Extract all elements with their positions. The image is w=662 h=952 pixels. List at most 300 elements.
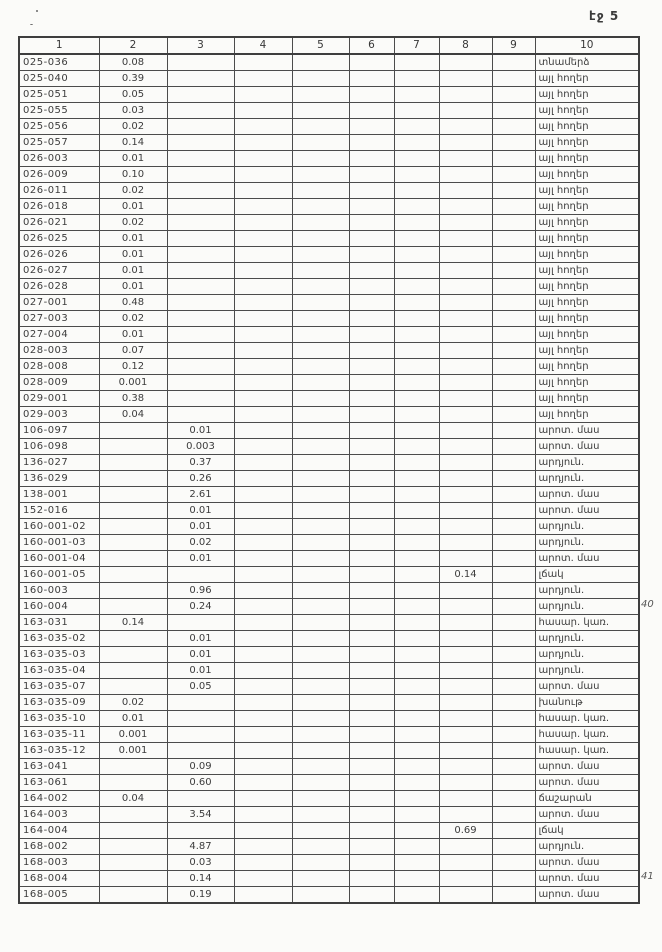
area-value-cell bbox=[349, 87, 394, 103]
area-value-cell bbox=[234, 311, 292, 327]
area-value-cell bbox=[492, 535, 535, 551]
parcel-code-cell: 163-035-02 bbox=[19, 631, 99, 647]
column-header: 10 bbox=[535, 37, 639, 54]
area-value-cell bbox=[167, 135, 234, 151]
area-value-cell: 0.01 bbox=[99, 279, 167, 295]
area-value-cell bbox=[492, 231, 535, 247]
area-value-cell bbox=[349, 503, 394, 519]
area-value-cell bbox=[167, 407, 234, 423]
land-category-cell: խանութ bbox=[535, 695, 639, 711]
area-value-cell bbox=[292, 439, 349, 455]
area-value-cell bbox=[349, 535, 394, 551]
area-value-cell bbox=[349, 151, 394, 167]
land-category-cell: այլ հողեր bbox=[535, 215, 639, 231]
parcel-code-cell: 026-027 bbox=[19, 263, 99, 279]
area-value-cell bbox=[439, 727, 492, 743]
area-value-cell bbox=[349, 631, 394, 647]
area-value-cell bbox=[234, 599, 292, 615]
parcel-code-cell: 164-004 bbox=[19, 823, 99, 839]
table-row bbox=[19, 503, 639, 519]
area-value-cell bbox=[234, 551, 292, 567]
area-value-cell bbox=[292, 503, 349, 519]
parcel-code-cell: 026-009 bbox=[19, 167, 99, 183]
area-value-cell bbox=[394, 583, 439, 599]
area-value-cell bbox=[349, 471, 394, 487]
area-value-cell bbox=[99, 887, 167, 904]
area-value-cell: 0.19 bbox=[167, 887, 234, 904]
land-category-cell: այլ հողեր bbox=[535, 311, 639, 327]
parcel-code-cell: 026-025 bbox=[19, 231, 99, 247]
parcel-code-cell: 160-004 bbox=[19, 599, 99, 615]
area-value-cell bbox=[439, 583, 492, 599]
area-value-cell bbox=[292, 135, 349, 151]
area-value-cell bbox=[292, 551, 349, 567]
column-header: 8 bbox=[439, 37, 492, 54]
area-value-cell bbox=[439, 743, 492, 759]
area-value-cell bbox=[349, 615, 394, 631]
land-category-cell: այլ հողեր bbox=[535, 183, 639, 199]
area-value-cell bbox=[292, 679, 349, 695]
area-value-cell bbox=[439, 695, 492, 711]
area-value-cell bbox=[394, 359, 439, 375]
area-value-cell bbox=[99, 823, 167, 839]
area-value-cell bbox=[292, 647, 349, 663]
area-value-cell bbox=[167, 247, 234, 263]
area-value-cell bbox=[349, 663, 394, 679]
area-value-cell bbox=[292, 167, 349, 183]
area-value-cell bbox=[99, 583, 167, 599]
area-value-cell: 0.02 bbox=[167, 535, 234, 551]
area-value-cell bbox=[394, 775, 439, 791]
area-value-cell bbox=[492, 487, 535, 503]
area-value-cell bbox=[439, 471, 492, 487]
area-value-cell bbox=[492, 103, 535, 119]
area-value-cell bbox=[439, 151, 492, 167]
area-value-cell bbox=[492, 583, 535, 599]
area-value-cell bbox=[394, 183, 439, 199]
area-value-cell bbox=[99, 663, 167, 679]
parcel-code-cell: 025-056 bbox=[19, 119, 99, 135]
area-value-cell bbox=[439, 295, 492, 311]
table-row bbox=[19, 871, 639, 887]
area-value-cell bbox=[99, 439, 167, 455]
area-value-cell bbox=[439, 647, 492, 663]
area-value-cell bbox=[492, 631, 535, 647]
parcel-code-cell: 028-008 bbox=[19, 359, 99, 375]
parcel-code-cell: 025-040 bbox=[19, 71, 99, 87]
area-value-cell bbox=[292, 471, 349, 487]
area-value-cell: 0.01 bbox=[167, 631, 234, 647]
area-value-cell bbox=[292, 599, 349, 615]
area-value-cell bbox=[292, 119, 349, 135]
area-value-cell bbox=[492, 743, 535, 759]
area-value-cell bbox=[439, 871, 492, 887]
parcel-code-cell: 106-097 bbox=[19, 423, 99, 439]
table-row bbox=[19, 103, 639, 119]
area-value-cell bbox=[292, 455, 349, 471]
area-value-cell bbox=[439, 519, 492, 535]
area-value-cell bbox=[492, 471, 535, 487]
area-value-cell bbox=[394, 679, 439, 695]
area-value-cell: 0.39 bbox=[99, 71, 167, 87]
area-value-cell: 3.54 bbox=[167, 807, 234, 823]
area-value-cell bbox=[99, 871, 167, 887]
area-value-cell bbox=[167, 727, 234, 743]
area-value-cell bbox=[234, 71, 292, 87]
area-value-cell: 0.001 bbox=[99, 727, 167, 743]
parcel-code-cell: 152-016 bbox=[19, 503, 99, 519]
table-row bbox=[19, 663, 639, 679]
area-value-cell bbox=[349, 887, 394, 904]
parcel-code-cell: 025-057 bbox=[19, 135, 99, 151]
area-value-cell bbox=[234, 167, 292, 183]
area-value-cell bbox=[99, 759, 167, 775]
area-value-cell: 0.01 bbox=[167, 663, 234, 679]
area-value-cell bbox=[349, 135, 394, 151]
area-value-cell bbox=[349, 71, 394, 87]
table-row bbox=[19, 551, 639, 567]
area-value-cell bbox=[167, 567, 234, 583]
area-value-cell bbox=[234, 871, 292, 887]
parcel-code-cell: 163-035-10 bbox=[19, 711, 99, 727]
table-row bbox=[19, 231, 639, 247]
area-value-cell bbox=[492, 567, 535, 583]
area-value-cell bbox=[394, 839, 439, 855]
area-value-cell bbox=[394, 663, 439, 679]
area-value-cell bbox=[292, 887, 349, 904]
area-value-cell: 0.14 bbox=[99, 135, 167, 151]
area-value-cell bbox=[492, 647, 535, 663]
parcel-code-cell: 026-028 bbox=[19, 279, 99, 295]
table-body bbox=[19, 54, 639, 903]
column-header: 9 bbox=[492, 37, 535, 54]
land-category-cell: այլ հողեր bbox=[535, 119, 639, 135]
area-value-cell bbox=[439, 551, 492, 567]
table-row bbox=[19, 695, 639, 711]
area-value-cell bbox=[439, 487, 492, 503]
parcel-code-cell: 163-035-12 bbox=[19, 743, 99, 759]
area-value-cell bbox=[234, 727, 292, 743]
area-value-cell bbox=[394, 311, 439, 327]
area-value-cell bbox=[394, 327, 439, 343]
area-value-cell: 0.48 bbox=[99, 295, 167, 311]
area-value-cell bbox=[99, 503, 167, 519]
area-value-cell bbox=[394, 567, 439, 583]
column-header: 6 bbox=[349, 37, 394, 54]
area-value-cell bbox=[292, 231, 349, 247]
area-value-cell bbox=[349, 567, 394, 583]
area-value-cell bbox=[349, 759, 394, 775]
parcel-code-cell: 168-005 bbox=[19, 887, 99, 904]
parcel-code-cell: 163-041 bbox=[19, 759, 99, 775]
area-value-cell bbox=[167, 743, 234, 759]
land-category-cell: ճաշարան bbox=[535, 791, 639, 807]
area-value-cell bbox=[439, 615, 492, 631]
area-value-cell: 0.03 bbox=[167, 855, 234, 871]
area-value-cell bbox=[439, 407, 492, 423]
table-row bbox=[19, 247, 639, 263]
area-value-cell bbox=[292, 631, 349, 647]
area-value-cell bbox=[394, 135, 439, 151]
area-value-cell bbox=[492, 327, 535, 343]
area-value-cell bbox=[292, 423, 349, 439]
land-category-cell: արոտ. մաս bbox=[535, 423, 639, 439]
area-value-cell: 0.01 bbox=[167, 423, 234, 439]
area-value-cell bbox=[167, 151, 234, 167]
area-value-cell bbox=[99, 535, 167, 551]
area-value-cell bbox=[439, 167, 492, 183]
area-value-cell bbox=[234, 503, 292, 519]
table-row bbox=[19, 167, 639, 183]
area-value-cell bbox=[349, 743, 394, 759]
area-value-cell bbox=[349, 167, 394, 183]
area-value-cell bbox=[292, 567, 349, 583]
land-category-cell: այլ հողեր bbox=[535, 103, 639, 119]
area-value-cell bbox=[439, 343, 492, 359]
area-value-cell: 0.38 bbox=[99, 391, 167, 407]
table-row bbox=[19, 199, 639, 215]
area-value-cell bbox=[439, 359, 492, 375]
land-category-cell: այլ հողեր bbox=[535, 199, 639, 215]
area-value-cell bbox=[292, 407, 349, 423]
table-row bbox=[19, 487, 639, 503]
area-value-cell bbox=[167, 343, 234, 359]
area-value-cell bbox=[492, 247, 535, 263]
area-value-cell bbox=[394, 215, 439, 231]
area-value-cell bbox=[167, 327, 234, 343]
land-category-cell: հասար. կառ. bbox=[535, 711, 639, 727]
area-value-cell bbox=[349, 807, 394, 823]
land-category-cell: արոտ. մաս bbox=[535, 871, 639, 887]
area-value-cell bbox=[439, 103, 492, 119]
area-value-cell: 0.96 bbox=[167, 583, 234, 599]
area-value-cell: 2.61 bbox=[167, 487, 234, 503]
table-row bbox=[19, 727, 639, 743]
area-value-cell bbox=[492, 391, 535, 407]
land-category-cell: այլ հողեր bbox=[535, 231, 639, 247]
table-row bbox=[19, 135, 639, 151]
table-row bbox=[19, 839, 639, 855]
area-value-cell bbox=[439, 663, 492, 679]
land-category-cell: արոտ. մաս bbox=[535, 551, 639, 567]
land-category-cell: արդյուն. bbox=[535, 839, 639, 855]
area-value-cell: 0.001 bbox=[99, 743, 167, 759]
table-row bbox=[19, 711, 639, 727]
area-value-cell: 0.69 bbox=[439, 823, 492, 839]
table-row bbox=[19, 455, 639, 471]
area-value-cell bbox=[99, 855, 167, 871]
area-value-cell bbox=[234, 199, 292, 215]
area-value-cell bbox=[234, 647, 292, 663]
area-value-cell bbox=[234, 583, 292, 599]
area-value-cell bbox=[394, 375, 439, 391]
area-value-cell bbox=[167, 71, 234, 87]
table-row bbox=[19, 583, 639, 599]
area-value-cell bbox=[349, 375, 394, 391]
area-value-cell bbox=[292, 807, 349, 823]
area-value-cell bbox=[492, 311, 535, 327]
area-value-cell bbox=[292, 727, 349, 743]
area-value-cell bbox=[167, 375, 234, 391]
area-value-cell bbox=[234, 471, 292, 487]
land-category-cell: այլ հողեր bbox=[535, 407, 639, 423]
area-value-cell bbox=[292, 247, 349, 263]
area-value-cell bbox=[234, 295, 292, 311]
land-category-cell: այլ հողեր bbox=[535, 295, 639, 311]
area-value-cell bbox=[167, 359, 234, 375]
area-value-cell bbox=[349, 103, 394, 119]
land-category-cell: արոտ. մաս bbox=[535, 759, 639, 775]
area-value-cell bbox=[349, 871, 394, 887]
parcel-code-cell: 026-021 bbox=[19, 215, 99, 231]
area-value-cell bbox=[99, 647, 167, 663]
area-value-cell bbox=[167, 87, 234, 103]
area-value-cell bbox=[492, 183, 535, 199]
area-value-cell bbox=[292, 359, 349, 375]
area-value-cell: 0.01 bbox=[99, 231, 167, 247]
area-value-cell bbox=[99, 775, 167, 791]
area-value-cell bbox=[492, 455, 535, 471]
area-value-cell: 0.10 bbox=[99, 167, 167, 183]
area-value-cell bbox=[349, 439, 394, 455]
area-value-cell bbox=[292, 327, 349, 343]
table-row bbox=[19, 471, 639, 487]
parcel-code-cell: 163-035-03 bbox=[19, 647, 99, 663]
area-value-cell bbox=[439, 119, 492, 135]
area-value-cell bbox=[167, 279, 234, 295]
area-value-cell bbox=[234, 279, 292, 295]
land-category-cell: հասար. կառ. bbox=[535, 615, 639, 631]
land-category-cell: արոտ. մաս bbox=[535, 679, 639, 695]
area-value-cell: 0.08 bbox=[99, 54, 167, 71]
land-category-cell: այլ հողեր bbox=[535, 343, 639, 359]
area-value-cell bbox=[439, 87, 492, 103]
table-row bbox=[19, 807, 639, 823]
area-value-cell bbox=[492, 823, 535, 839]
parcel-code-cell: 160-001-05 bbox=[19, 567, 99, 583]
area-value-cell bbox=[492, 663, 535, 679]
area-value-cell bbox=[292, 295, 349, 311]
parcel-code-cell: 163-035-09 bbox=[19, 695, 99, 711]
parcel-code-cell: 138-001 bbox=[19, 487, 99, 503]
area-value-cell bbox=[492, 279, 535, 295]
table-row bbox=[19, 647, 639, 663]
area-value-cell bbox=[99, 599, 167, 615]
area-value-cell: 0.001 bbox=[99, 375, 167, 391]
table-row bbox=[19, 87, 639, 103]
column-header: 7 bbox=[394, 37, 439, 54]
area-value-cell bbox=[394, 823, 439, 839]
area-value-cell bbox=[349, 647, 394, 663]
area-value-cell: 0.14 bbox=[99, 615, 167, 631]
parcel-code-cell: 136-027 bbox=[19, 455, 99, 471]
area-value-cell bbox=[234, 87, 292, 103]
area-value-cell: 0.01 bbox=[167, 519, 234, 535]
area-value-cell bbox=[439, 311, 492, 327]
parcel-code-cell: 136-029 bbox=[19, 471, 99, 487]
area-value-cell bbox=[234, 375, 292, 391]
land-category-cell: արոտ. մաս bbox=[535, 887, 639, 904]
area-value-cell bbox=[394, 471, 439, 487]
area-value-cell bbox=[492, 151, 535, 167]
area-value-cell bbox=[292, 583, 349, 599]
land-category-cell: արդյուն. bbox=[535, 519, 639, 535]
area-value-cell bbox=[292, 743, 349, 759]
area-value-cell bbox=[492, 375, 535, 391]
parcel-code-cell: 029-003 bbox=[19, 407, 99, 423]
area-value-cell bbox=[439, 375, 492, 391]
land-category-cell: լճակ bbox=[535, 567, 639, 583]
table-row bbox=[19, 71, 639, 87]
area-value-cell bbox=[234, 183, 292, 199]
area-value-cell bbox=[349, 599, 394, 615]
area-value-cell: 0.07 bbox=[99, 343, 167, 359]
area-value-cell bbox=[234, 231, 292, 247]
area-value-cell bbox=[292, 711, 349, 727]
area-value-cell bbox=[234, 135, 292, 151]
area-value-cell bbox=[292, 87, 349, 103]
area-value-cell bbox=[394, 87, 439, 103]
area-value-cell bbox=[439, 279, 492, 295]
area-value-cell bbox=[439, 231, 492, 247]
area-value-cell bbox=[394, 887, 439, 904]
area-value-cell bbox=[99, 455, 167, 471]
area-value-cell bbox=[292, 103, 349, 119]
area-value-cell bbox=[439, 327, 492, 343]
area-value-cell bbox=[292, 199, 349, 215]
parcel-code-cell: 026-026 bbox=[19, 247, 99, 263]
area-value-cell bbox=[394, 807, 439, 823]
parcel-code-cell: 160-001-03 bbox=[19, 535, 99, 551]
table-row bbox=[19, 743, 639, 759]
area-value-cell bbox=[292, 519, 349, 535]
area-value-cell bbox=[394, 71, 439, 87]
table-row bbox=[19, 439, 639, 455]
area-value-cell bbox=[167, 263, 234, 279]
area-value-cell bbox=[394, 791, 439, 807]
parcel-code-cell: 106-098 bbox=[19, 439, 99, 455]
land-category-cell: հասար. կառ. bbox=[535, 743, 639, 759]
area-value-cell bbox=[349, 823, 394, 839]
area-value-cell: 0.01 bbox=[99, 711, 167, 727]
area-value-cell: 0.04 bbox=[99, 407, 167, 423]
area-value-cell bbox=[394, 295, 439, 311]
area-value-cell bbox=[234, 887, 292, 904]
area-value-cell bbox=[492, 343, 535, 359]
area-value-cell bbox=[349, 231, 394, 247]
area-value-cell bbox=[492, 727, 535, 743]
area-value-cell: 0.01 bbox=[99, 263, 167, 279]
land-category-cell: արոտ. մաս bbox=[535, 775, 639, 791]
area-value-cell: 0.02 bbox=[99, 695, 167, 711]
land-category-cell: այլ հողեր bbox=[535, 263, 639, 279]
area-value-cell bbox=[394, 551, 439, 567]
table-row bbox=[19, 615, 639, 631]
area-value-cell bbox=[394, 231, 439, 247]
area-value-cell bbox=[394, 103, 439, 119]
scan-speck bbox=[30, 24, 33, 25]
table-row bbox=[19, 359, 639, 375]
area-value-cell bbox=[292, 791, 349, 807]
area-value-cell bbox=[292, 71, 349, 87]
area-value-cell bbox=[349, 775, 394, 791]
area-value-cell bbox=[234, 151, 292, 167]
area-value-cell bbox=[349, 295, 394, 311]
area-value-cell bbox=[394, 519, 439, 535]
parcel-code-cell: 164-002 bbox=[19, 791, 99, 807]
area-value-cell bbox=[394, 343, 439, 359]
table-row bbox=[19, 535, 639, 551]
